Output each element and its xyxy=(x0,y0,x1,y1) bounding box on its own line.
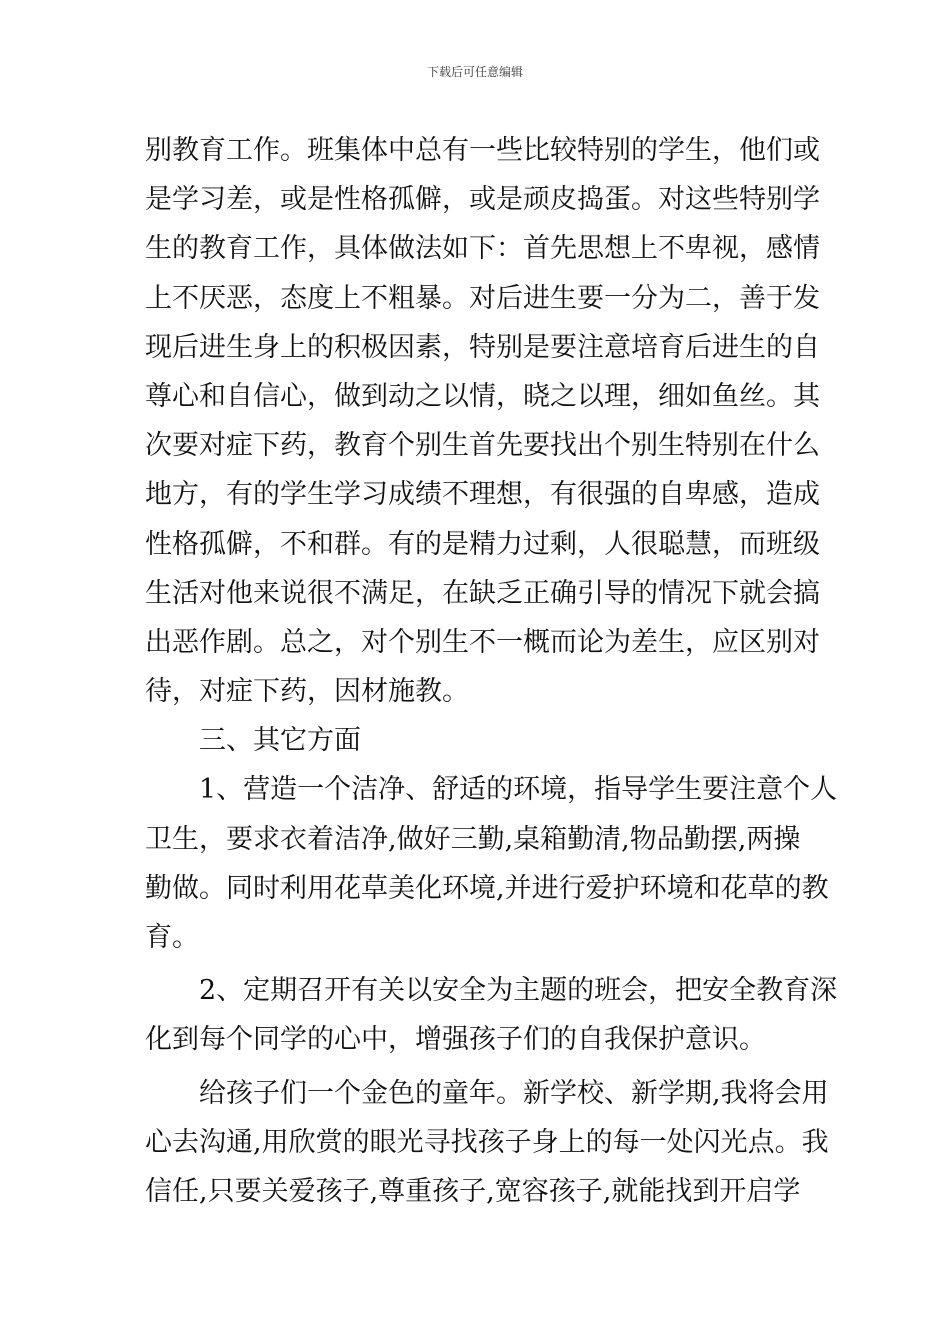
text-line: 尊心和自信心，做到动之以情，晓之以理，细如鱼丝。其 xyxy=(145,380,820,412)
document-body xyxy=(145,126,838,1216)
text-line: 2、定期召开有关以安全为主题的班会，把安全教育深 xyxy=(199,975,838,1007)
text-line: 现后进生身上的积极因素，特别是要注意培育后进生的自 xyxy=(145,331,820,363)
section-heading: 三、其它方面 xyxy=(199,725,361,757)
text-line: 性格孤僻，不和群。有的是精力过剩，人很聪慧，而班级 xyxy=(145,528,820,560)
text-line: 心去沟通,用欣赏的眼光寻找孩子身上的每一处闪光点。我 xyxy=(145,1126,829,1158)
text-line: 待，对症下药，因材施教。 xyxy=(145,676,469,708)
text-line: 地方，有的学生学习成绩不理想，有很强的自卑感，造成 xyxy=(145,479,820,511)
text-line: 信任,只要关爱孩子,尊重孩子,宽容孩子,就能找到开启学 xyxy=(145,1175,801,1207)
text-line: 给孩子们一个金色的童年。新学校、新学期,我将会用 xyxy=(199,1077,829,1109)
page-header-note: 下载后可任意编辑 xyxy=(426,65,523,79)
text-line: 1、营造一个洁净、舒适的环境，指导学生要注意个人 xyxy=(199,774,838,806)
text-line: 次要对症下药，教育个别生首先要找出个别生特别在什么 xyxy=(145,430,820,462)
text-line: 育。 xyxy=(145,922,199,953)
text-line: 生的教育工作，具体做法如下：首先思想上不卑视，感情 xyxy=(145,233,820,265)
text-line: 出恶作剧。总之，对个别生不一概而论为差生，应区别对 xyxy=(145,626,820,658)
text-line: 上不厌恶，态度上不粗暴。对后进生要一分为二，善于发 xyxy=(145,282,820,314)
text-line: 别教育工作。班集体中总有一些比较特别的学生，他们或 xyxy=(145,135,820,166)
text-line: 勤做。同时利用花草美化环境,并进行爱护环境和花草的教 xyxy=(145,872,829,904)
text-line: 是学习差，或是性格孤僻，或是顽皮捣蛋。对这些特别学 xyxy=(145,184,820,216)
text-line: 卫生，要求衣着洁净,做好三勤,桌箱勤清,物品勤摆,两操 xyxy=(145,823,801,855)
text-line: 化到每个同学的心中，增强孩子们的自我保护意识。 xyxy=(145,1024,766,1056)
text-line: 生活对他来说很不满足，在缺乏正确引导的情况下就会搞 xyxy=(145,577,820,609)
